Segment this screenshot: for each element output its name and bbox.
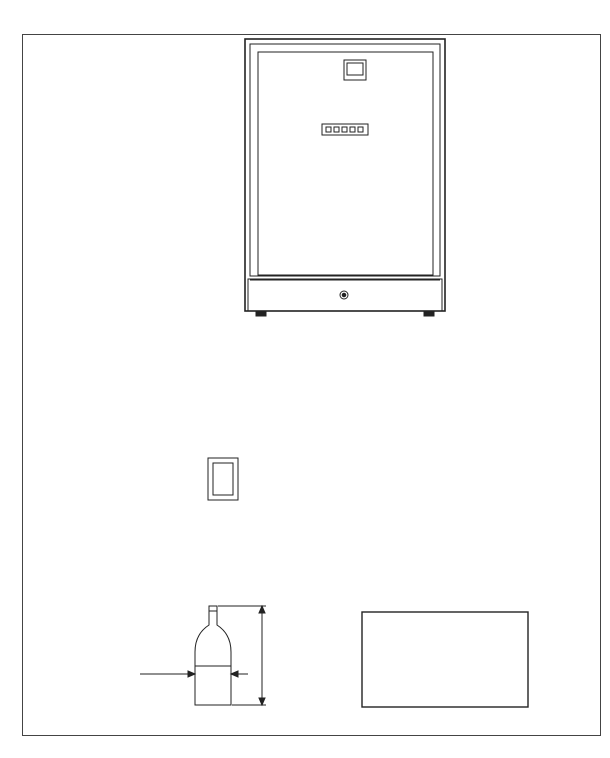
bottle-dimension-view <box>140 606 266 705</box>
cabinet-front-view <box>245 39 445 316</box>
rack-top-view <box>362 612 528 707</box>
rack-control-panel-inner <box>213 463 233 495</box>
